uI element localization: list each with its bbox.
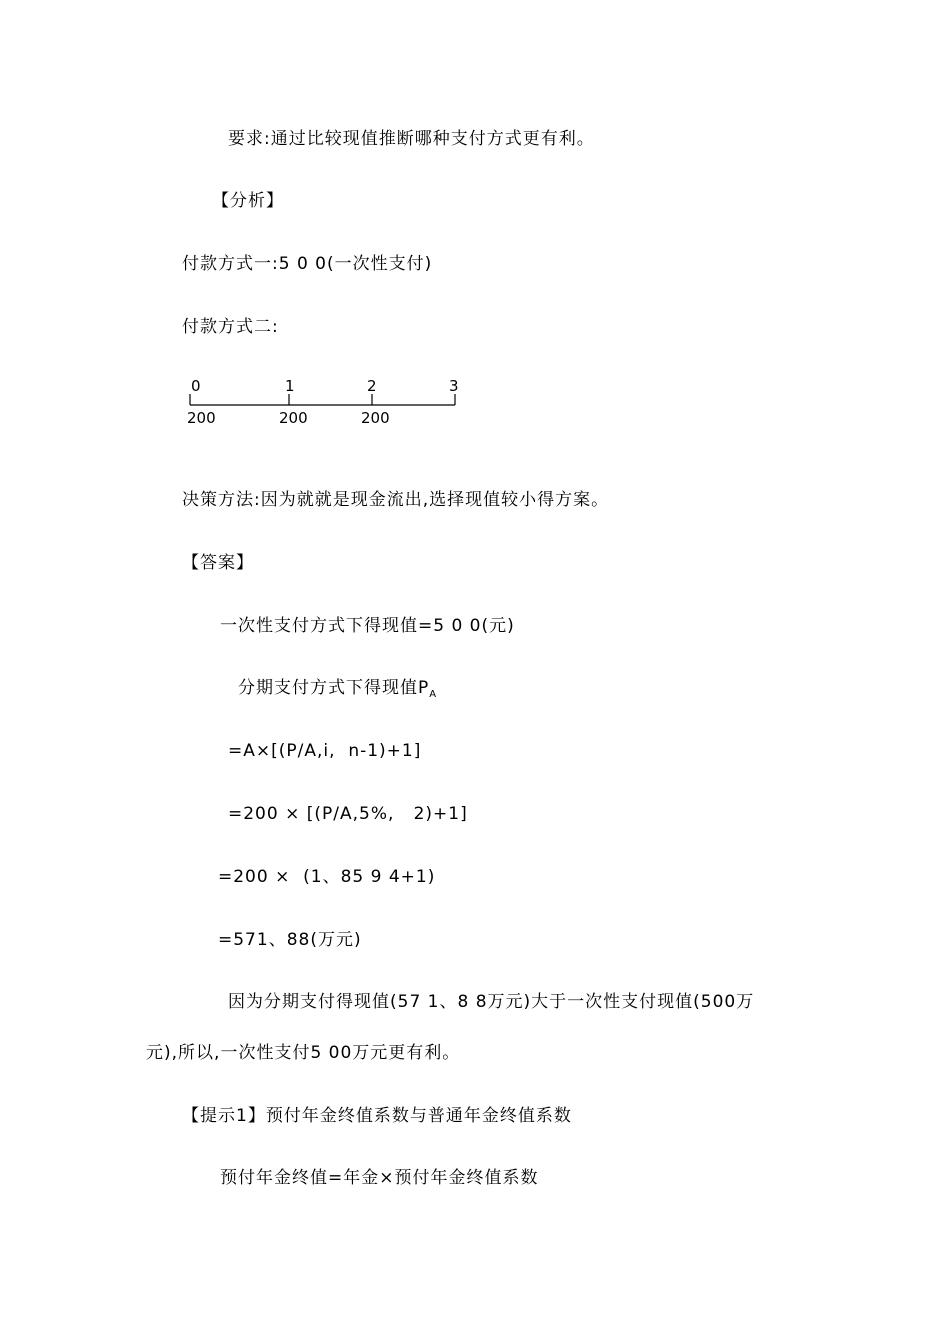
formula-line-1: =A×[(P/A,i, n-1)+1]	[228, 741, 422, 761]
lump-sum-present-value: 一次性支付方式下得现值=5 0 0(元)	[220, 616, 515, 636]
formula-line-4: =571、88(万元)	[218, 930, 362, 950]
timeline-payment-label: 200	[187, 409, 216, 427]
payment-method-two: 付款方式二:	[182, 317, 279, 337]
timeline-payment-label: 200	[361, 409, 390, 427]
formula-line-3: =200 × (1、85 9 4+1)	[218, 867, 436, 887]
installment-pv-subscript: A	[429, 689, 438, 700]
analysis-heading: 【分析】	[212, 191, 284, 211]
timeline-period-label: 3	[449, 377, 459, 395]
conclusion-line-2: 元),所以,一次性支付5 00万元更有利。	[146, 1043, 461, 1063]
decision-method-text: 决策方法:因为就就是现金流出,选择现值较小得方案。	[182, 490, 610, 510]
conclusion-line-1: 因为分期支付得现值(57 1、8 8万元)大于一次性支付现值(500万	[228, 992, 755, 1012]
installment-pv-label: 分期支付方式下得现值P	[238, 678, 430, 698]
formula-line-2: =200 × [(P/A,5%, 2)+1]	[228, 804, 468, 824]
payment-method-one: 付款方式一:5 0 0(一次性支付)	[182, 254, 433, 274]
installment-present-value	[238, 677, 437, 702]
answer-heading: 【答案】	[182, 553, 254, 573]
timeline-payment-label: 200	[279, 409, 308, 427]
timeline-period-label: 2	[367, 377, 377, 395]
timeline-period-label: 1	[285, 377, 295, 395]
timeline-period-label: 0	[191, 377, 201, 395]
tip-formula: 预付年金终值=年金×预付年金终值系数	[220, 1168, 539, 1188]
tip-heading: 【提示1】预付年金终值系数与普通年金终值系数	[182, 1106, 572, 1126]
requirement-text: 要求:通过比较现值推断哪种支付方式更有利。	[228, 129, 595, 149]
cash-flow-timeline	[182, 374, 472, 434]
